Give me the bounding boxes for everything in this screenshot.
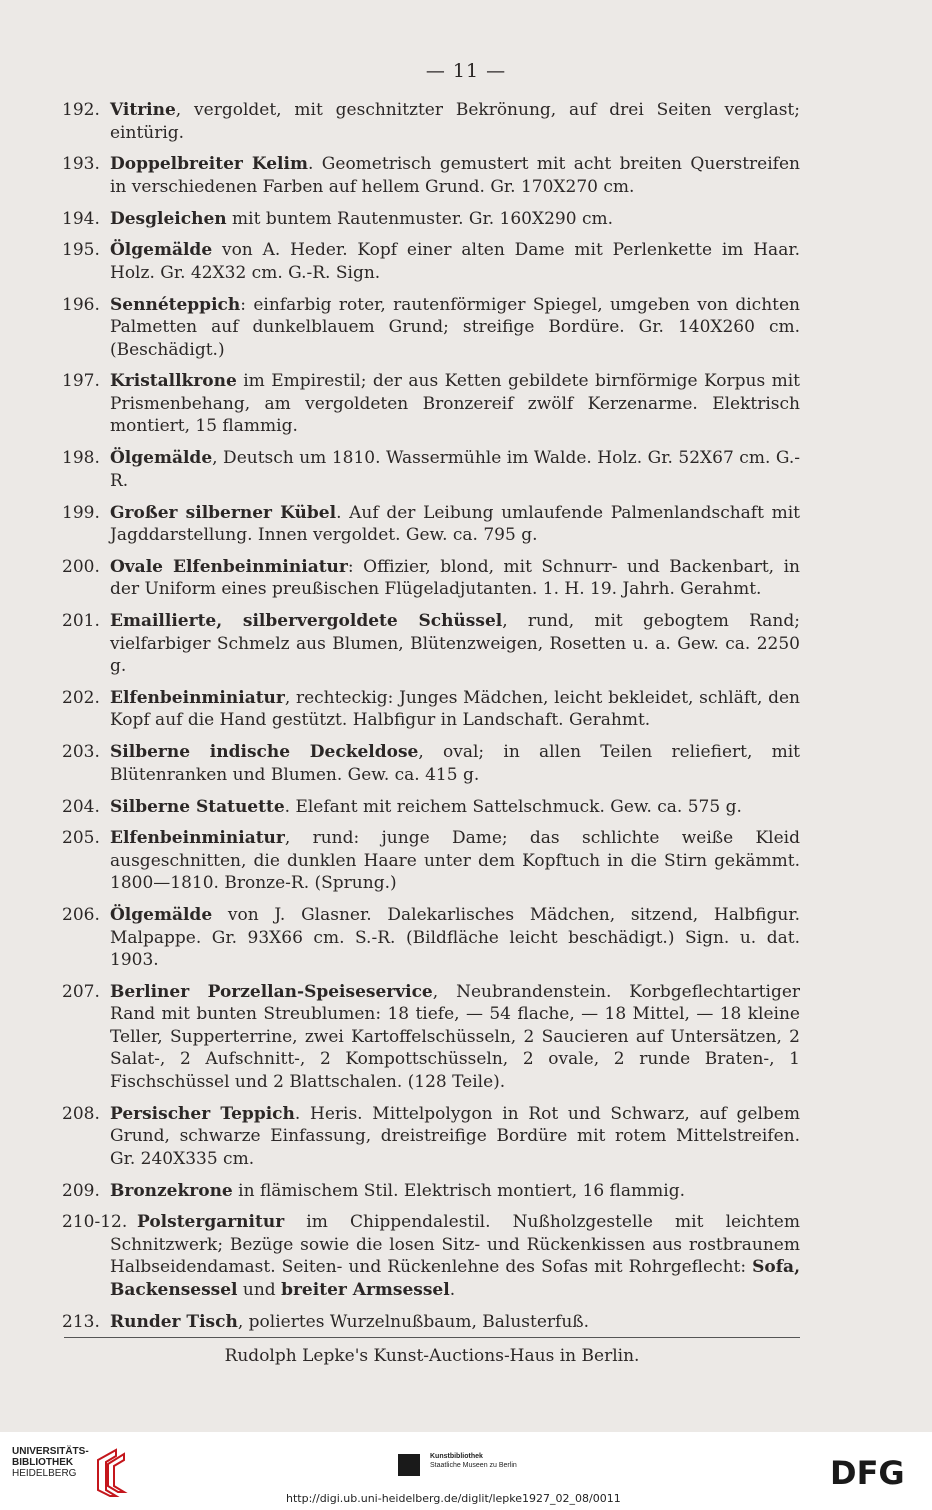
entry-text: im Empirestil; der aus Ketten gebildete birnförmige Korpus mit Prismenbehang, am vergoldeten Bronzereif zwölf Kerzenarme. Elektrisch montiert, 15 flammig.	[110, 371, 800, 437]
dfg-label: DFG	[830, 1456, 905, 1488]
kb-line-2: Staatliche Museen zu Berlin	[430, 1462, 517, 1469]
entry-number: 209.	[62, 1180, 100, 1201]
permalink-url[interactable]: http://digi.ub.uni-heidelberg.de/diglit/lepke1927_02_08/0011	[286, 1492, 621, 1505]
entry-number: 195.	[62, 240, 100, 261]
entry-tail-text: und	[237, 1279, 282, 1300]
catalog-entry	[62, 1103, 800, 1171]
entry-number: 192.	[62, 100, 100, 120]
entry-text: . Elefant mit reichem Sattelschmuck. Gew. ca. 575 g.	[284, 796, 742, 817]
entry-text: . Heris. Mittelpolygon in Rot und Schwarz, auf gelbem Grund, schwarze Einfassung, dreistreifige Bordüre mit rotem Mittelstreifen. Gr. 240X335 cm.	[110, 1103, 800, 1169]
entry-number: 197.	[62, 371, 100, 392]
entry-title: Doppelbreiter Kelim	[110, 154, 308, 175]
entry-number: 202.	[62, 687, 100, 708]
entry-text: , rund: junge Dame; das schlichte weiße Kleid ausgeschnitten, die dunklen Haare unter dem Kopftuch in die Stirn gekämmt. 1800—1810. Bronze-R. (Sprung.)	[110, 828, 800, 894]
entry-title: Runder Tisch	[110, 1311, 238, 1332]
publisher-footer: Rudolph Lepke's Kunst-Auctions-Haus in Berlin.	[224, 1346, 640, 1366]
entry-title: Desgleichen	[110, 208, 227, 229]
dfg-logo[interactable]	[830, 1456, 922, 1488]
entry-title: Persischer Teppich	[110, 1103, 295, 1124]
kunstbibliothek-text	[430, 1452, 517, 1470]
university-library-logo[interactable]	[12, 1446, 132, 1500]
catalog-entry	[62, 981, 800, 1094]
entry-title: Emaillierte, silbervergoldete Schüssel	[110, 611, 503, 632]
catalog-entry	[62, 1211, 800, 1301]
entry-number: 198.	[62, 448, 100, 469]
entry-number: 206.	[62, 905, 100, 926]
catalog-entry	[62, 502, 800, 547]
catalog-entry	[62, 99, 800, 144]
catalog-entry	[62, 610, 800, 678]
entry-number: 199.	[62, 502, 100, 523]
entry-text: , rund, mit gebogtem Rand; vielfarbiger Schmelz aus Blumen, Blütenzweigen, Rosetten u. a. Gew. ca. 2250 g.	[110, 611, 800, 677]
entry-title: Silberne Statuette	[110, 796, 285, 817]
page-number: — 11 —	[425, 60, 507, 82]
uni-line-1: UNIVERSITÄTS-	[12, 1446, 89, 1457]
entry-number: 208.	[62, 1103, 100, 1124]
entry-text: , poliertes Wurzelnußbaum, Balusterfuß.	[237, 1311, 590, 1332]
entry-title: Silberne indische Deckeldose	[110, 742, 419, 763]
entry-title: Ovale Elfenbeinminiatur	[110, 556, 348, 577]
catalog-entry	[62, 1180, 800, 1203]
entry-text: von J. Glasner. Dalekarlisches Mädchen, sitzend, Halbfigur. Malpappe. Gr. 93X66 cm. S.-R. (Bildfläche leicht beschädigt.) Sign. u. dat. 1903.	[110, 905, 800, 971]
catalog-entry	[62, 904, 800, 972]
entry-text: , oval; in allen Teilen reliefiert, mit Blütenranken und Blumen. Gew. ca. 415 g.	[110, 742, 800, 785]
entry-title: Kristallkrone	[110, 371, 237, 392]
entry-title: Elfenbeinminiatur	[110, 687, 285, 708]
library-emblem-icon	[94, 1446, 134, 1498]
entry-tail-end: .	[449, 1279, 456, 1300]
catalog-entry	[62, 827, 800, 895]
uni-line-3: HEIDELBERG	[12, 1468, 77, 1479]
catalog-entries	[62, 99, 800, 1342]
entry-title: Bronzekrone	[110, 1180, 233, 1201]
entry-title: Polstergarnitur	[137, 1212, 285, 1233]
catalog-entry	[62, 1311, 800, 1334]
uni-line-2: BIBLIOTHEK	[12, 1457, 74, 1468]
entry-text: , Deutsch um 1810. Wassermühle im Walde. Holz. Gr. 52X67 cm. G.-R.	[110, 448, 800, 491]
kb-line-1: Kunstbibliothek	[430, 1453, 483, 1460]
entry-number: 196.	[62, 294, 100, 315]
entry-text: : einfarbig roter, rautenförmiger Spiegel, umgeben von dichten Palmetten auf dunkelblauem Grund; streifige Bordüre. Gr. 140X260 cm. (Beschädigt.)	[110, 294, 800, 360]
catalog-entry	[62, 556, 800, 601]
entry-number: 207.	[62, 981, 100, 1002]
catalog-entry	[62, 208, 800, 231]
entry-text: in flämischem Stil. Elektrisch montiert, 16 flammig.	[232, 1180, 685, 1201]
entry-bold-tail-2: breiter Armsessel	[281, 1279, 450, 1300]
entry-number: 213.	[62, 1311, 100, 1332]
entry-title: Ölgemälde	[110, 905, 213, 926]
entry-text: im Chippendalestil. Nußholzgestelle mit leichtem Schnitzwerk; Bezüge sowie die losen Sitz- und Rückenkissen aus rostbraunem Halbseidendamast. Seiten- und Rückenlehne des Sofas mit Rohrgeflecht:	[110, 1212, 800, 1278]
entry-text: , rechteckig: Junges Mädchen, leicht bekleidet, schläft, den Kopf auf die Hand gestützt. Halbfigur in Landschaft. Gerahmt.	[110, 687, 800, 731]
entry-text: . Auf der Leibung umlaufende Palmenlandschaft mit Jagddarstellung. Innen vergoldet. Gew. ca. 795 g.	[110, 502, 800, 546]
catalog-entry	[62, 153, 800, 198]
catalog-entry	[62, 687, 800, 732]
entry-text: mit buntem Rautenmuster. Gr. 160X290 cm.	[226, 208, 613, 229]
entry-number: 194.	[62, 208, 100, 229]
catalog-entry	[62, 239, 800, 284]
entry-number: 200.	[62, 556, 100, 577]
catalog-entry	[62, 741, 800, 786]
catalog-entry	[62, 294, 800, 362]
kunstbibliothek-icon	[398, 1454, 420, 1476]
entry-title: Vitrine	[110, 100, 176, 120]
entry-title: Großer silberner Kübel	[110, 502, 337, 523]
entry-title: Ölgemälde	[110, 240, 213, 261]
footer-rule	[64, 1337, 800, 1338]
entry-text: . Geometrisch gemustert mit acht breiten Querstreifen in verschiedenen Farben auf hellem Grund. Gr. 170X270 cm.	[110, 154, 800, 197]
entry-title: Berliner Porzellan-Speiseservice	[110, 981, 433, 1002]
catalog-entry	[62, 796, 800, 819]
entry-title: Ölgemälde	[110, 448, 213, 469]
entry-bold-tail: Sofa, Backensessel	[110, 1257, 800, 1300]
entry-title: Sennéteppich	[110, 294, 241, 315]
entry-number: 204.	[62, 796, 100, 817]
entry-number: 205.	[62, 828, 100, 849]
catalog-entry	[62, 447, 800, 492]
digitization-bar	[0, 1432, 932, 1510]
entry-number: 193.	[62, 154, 100, 175]
catalog-entry	[62, 370, 800, 438]
kunstbibliothek-logo[interactable]	[398, 1452, 578, 1482]
entry-text: : Offizier, blond, mit Schnurr- und Backenbart, in der Uniform eines preußischen Flügeladjutanten. 1. H. 19. Jahrh. Gerahmt.	[110, 556, 800, 600]
entry-number: 210-12.	[62, 1212, 128, 1233]
entry-text: von A. Heder. Kopf einer alten Dame mit Perlenkette im Haar. Holz. Gr. 42X32 cm. G.-R. Sign.	[110, 240, 800, 283]
entry-text: , Neubrandenstein. Korbgeflechtartiger Rand mit bunten Streublumen: 18 tiefe, — 54 flache, — 18 Mittel, — 18 kleine Teller, Supperterrine, zwei Kartoffelschüsseln, 2 Saucieren auf Untersätzen, 2 Salat-, 2 Aufschnitt-, 2 Kompottschüsseln, 2 ovale, 2 runde Braten-, 1 Fischschüssel und 2 Blattschalen. (128 Teile).	[110, 981, 801, 1092]
entry-text: , vergoldet, mit geschnitzter Bekrönung, auf drei Seiten verglast; eintürig.	[110, 100, 800, 143]
entry-number: 203.	[62, 742, 100, 763]
entry-title: Elfenbeinminiatur	[110, 828, 285, 849]
entry-number: 201.	[62, 611, 100, 632]
